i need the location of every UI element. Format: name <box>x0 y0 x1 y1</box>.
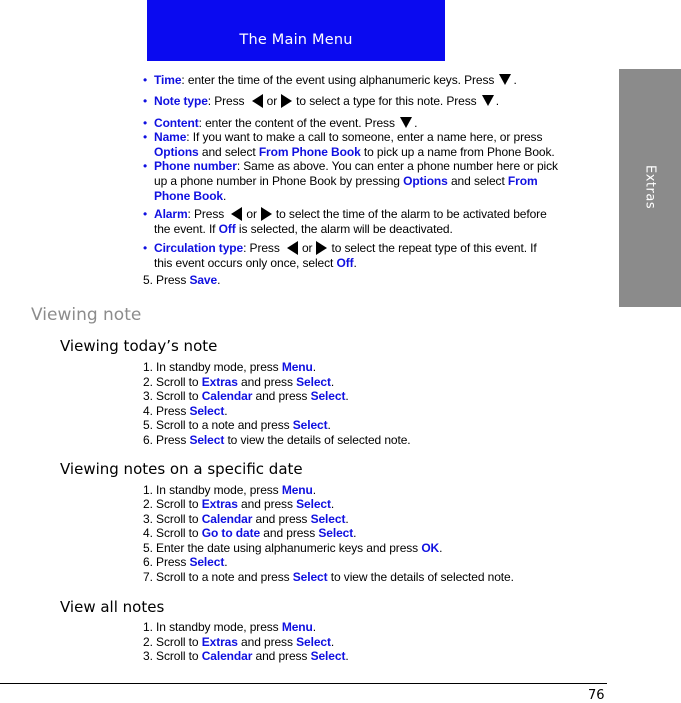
keyword: Circulation type <box>154 241 244 255</box>
subsection-title: Viewing notes on a specific date <box>60 460 303 478</box>
keyword: Name <box>154 130 187 144</box>
bullet-circulation-type: • Circulation type: Press or to select the repeat type of this event. If this event occurs only once, select Off. <box>143 241 537 270</box>
subsection-title: View all notes <box>60 598 165 616</box>
step-line: 2. Scroll to Extras and press Select. <box>143 375 335 389</box>
step-line: 6. Press Select to view the details of selected note. <box>143 433 411 447</box>
keyword: Content <box>154 116 199 130</box>
header-banner <box>147 0 445 61</box>
subsection-title: Viewing today’s note <box>60 337 218 355</box>
side-tab <box>619 69 681 307</box>
header-title: The Main Menu <box>239 32 353 48</box>
down-arrow-icon <box>482 95 494 106</box>
bullet-dot: • <box>143 159 148 173</box>
step-save: 5. Press Save. <box>143 273 221 287</box>
step-line: 6. Press Select. <box>143 555 228 569</box>
bullet-note-type: • Note type: Press or to select a type for this note. Press . <box>143 94 500 108</box>
right-arrow-icon <box>316 241 327 255</box>
page-number: 76 <box>588 688 605 703</box>
step-line: 2. Scroll to Extras and press Select. <box>143 497 335 511</box>
step-line: 1. In standby mode, press Menu. <box>143 483 316 497</box>
bullet-phone-number: • Phone number: Same as above. You can enter a phone number here or pick up a phone number in Phone Book by pressing Options and select From Phone Book. <box>143 159 558 203</box>
step-line: 1. In standby mode, press Menu. <box>143 620 316 634</box>
section-title: Viewing note <box>31 305 142 325</box>
step-line: 4. Scroll to Go to date and press Select. <box>143 526 357 540</box>
footer-divider <box>0 683 607 684</box>
side-tab-label: Extras <box>642 165 658 210</box>
bullet-name: • Name: If you want to make a call to someone, enter a name here, or press Options and select From Phone Book to pick up a name from Phone Book. <box>143 130 555 159</box>
step-line: 3. Scroll to Calendar and press Select. <box>143 649 349 663</box>
bullet-alarm: • Alarm: Press or to select the time of the alarm to be activated before the event. If Off is selected, the alarm will be deactivated. <box>143 207 547 236</box>
step-line: 3. Scroll to Calendar and press Select. <box>143 389 349 403</box>
bullet-dot: • <box>143 94 148 108</box>
bullet-dot: • <box>143 130 148 144</box>
step-line: 1. In standby mode, press Menu. <box>143 360 316 374</box>
bullet-content: • Content: enter the content of the event. Press . <box>143 116 418 130</box>
right-arrow-icon <box>261 207 272 221</box>
left-arrow-icon <box>287 241 298 255</box>
bullet-time: • Time: enter the time of the event using alphanumeric keys. Press . <box>143 73 517 87</box>
step-line: 3. Scroll to Calendar and press Select. <box>143 512 349 526</box>
bullet-dot: • <box>143 241 148 255</box>
step-line: 2. Scroll to Extras and press Select. <box>143 635 335 649</box>
step-line: 7. Scroll to a note and press Select to view the details of selected note. <box>143 570 514 584</box>
bullet-dot: • <box>143 207 148 221</box>
left-arrow-icon <box>231 207 242 221</box>
left-arrow-icon <box>252 94 263 108</box>
keyword: Phone number <box>154 159 237 173</box>
bullet-dot: • <box>143 116 148 130</box>
right-arrow-icon <box>281 94 292 108</box>
down-arrow-icon <box>499 74 511 85</box>
keyword: Alarm <box>154 207 188 221</box>
step-line: 5. Enter the date using alphanumeric keys and press OK. <box>143 541 443 555</box>
bullet-dot: • <box>143 73 148 87</box>
down-arrow-icon <box>400 117 412 128</box>
step-line: 5. Scroll to a note and press Select. <box>143 418 331 432</box>
step-line: 4. Press Select. <box>143 404 228 418</box>
keyword: Note type <box>154 94 208 108</box>
keyword: Time <box>154 73 182 87</box>
